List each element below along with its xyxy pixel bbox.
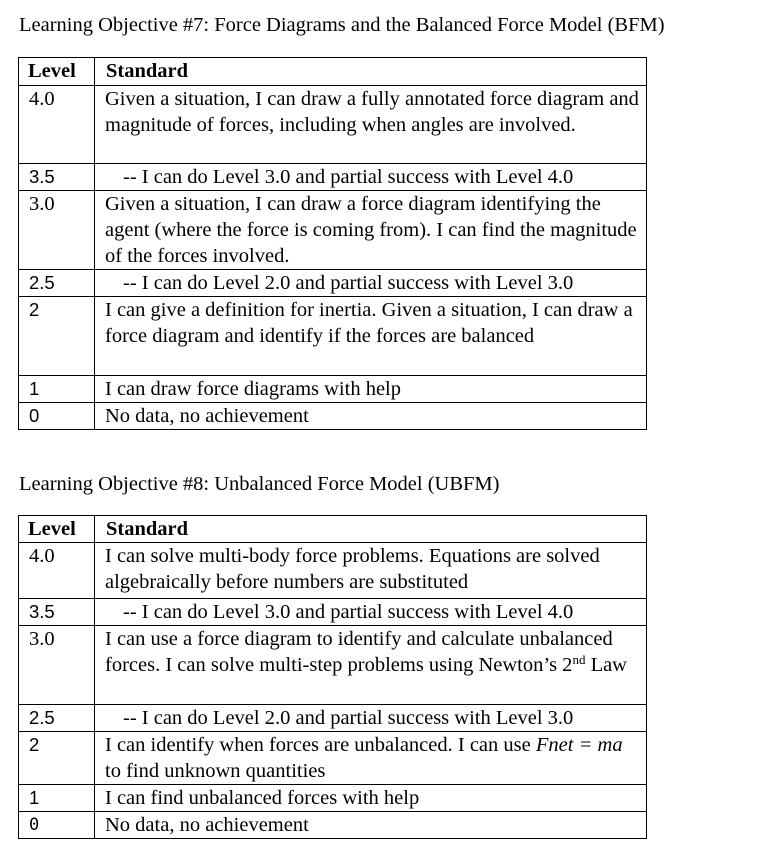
- ordinal-superscript: nd: [572, 652, 586, 667]
- standard-column-header: Standard: [95, 58, 647, 86]
- standard-text-end: to find unknown quantities: [105, 760, 326, 782]
- standard-text: I can use a force diagram to identify and calculate unbalanced forces. I can solve multi-step problems using Newton’s 2: [105, 628, 613, 676]
- lo7-rubric-table: [18, 57, 647, 430]
- table-row: [19, 785, 647, 812]
- standard-cell: -- I can do Level 2.0 and partial success with Level 3.0: [95, 270, 647, 297]
- table-row: [19, 705, 647, 732]
- table-row: [19, 403, 647, 430]
- standard-cell: -- I can do Level 3.0 and partial success with Level 4.0: [95, 164, 647, 191]
- standard-cell: -- I can do Level 3.0 and partial success with Level 4.0: [95, 599, 647, 626]
- standard-cell: -- I can do Level 2.0 and partial success with Level 3.0: [95, 705, 647, 732]
- standard-text: I can identify when forces are unbalanced. I can use: [105, 734, 536, 756]
- table-row: [19, 86, 647, 164]
- equation-text: Fnet = ma: [535, 734, 623, 756]
- lo7-heading: Learning Objective #7: Force Diagrams and the Balanced Force Model (BFM): [19, 14, 665, 36]
- standard-cell: I can find unbalanced forces with help: [95, 785, 647, 812]
- table-row: [19, 599, 647, 626]
- level-cell: 3.5: [19, 599, 95, 626]
- standard-column-header: Standard: [95, 516, 647, 543]
- table-row: [19, 543, 647, 599]
- standard-cell: I can draw force diagrams with help: [95, 376, 647, 403]
- standard-cell: I can solve multi-body force problems. Equations are solved algebraically before numbers are substituted: [95, 543, 647, 599]
- level-cell: 1: [19, 785, 95, 812]
- level-cell: 1: [19, 376, 95, 403]
- table-row: [19, 732, 647, 785]
- level-cell: 2: [19, 297, 95, 376]
- level-cell: 2.5: [19, 270, 95, 297]
- level-cell: 3.0: [19, 626, 95, 705]
- table-row: [19, 297, 647, 376]
- lo8-rubric-table: [18, 515, 647, 839]
- standard-cell: [95, 732, 647, 785]
- level-cell: 3.0: [19, 191, 95, 270]
- level-cell: 0: [19, 812, 95, 839]
- level-column-header: Level: [19, 58, 95, 86]
- standard-cell: I can give a definition for inertia. Given a situation, I can draw a force diagram and identify if the forces are balanced: [95, 297, 647, 376]
- table-header-row: [19, 58, 647, 86]
- level-cell: 0: [19, 403, 95, 430]
- level-cell: 4.0: [19, 86, 95, 164]
- standard-cell: [95, 626, 647, 705]
- standard-cell: No data, no achievement: [95, 812, 647, 839]
- table-row: [19, 626, 647, 705]
- level-cell: 2.5: [19, 705, 95, 732]
- table-row: [19, 812, 647, 839]
- level-cell: 4.0: [19, 543, 95, 599]
- standard-cell: Given a situation, I can draw a fully annotated force diagram and magnitude of forces, including when angles are involved.: [95, 86, 647, 164]
- standard-text-end: Law: [585, 654, 627, 676]
- level-cell: 2: [19, 732, 95, 785]
- table-row: [19, 191, 647, 270]
- table-header-row: [19, 516, 647, 543]
- level-cell: 3.5: [19, 164, 95, 191]
- table-row: [19, 270, 647, 297]
- table-row: [19, 164, 647, 191]
- table-row: [19, 376, 647, 403]
- standard-cell: No data, no achievement: [95, 403, 647, 430]
- standard-cell: Given a situation, I can draw a force diagram identifying the agent (where the force is coming from). I can find the magnitude of the forces involved.: [95, 191, 647, 270]
- lo8-heading: Learning Objective #8: Unbalanced Force Model (UBFM): [19, 473, 500, 495]
- level-column-header: Level: [19, 516, 95, 543]
